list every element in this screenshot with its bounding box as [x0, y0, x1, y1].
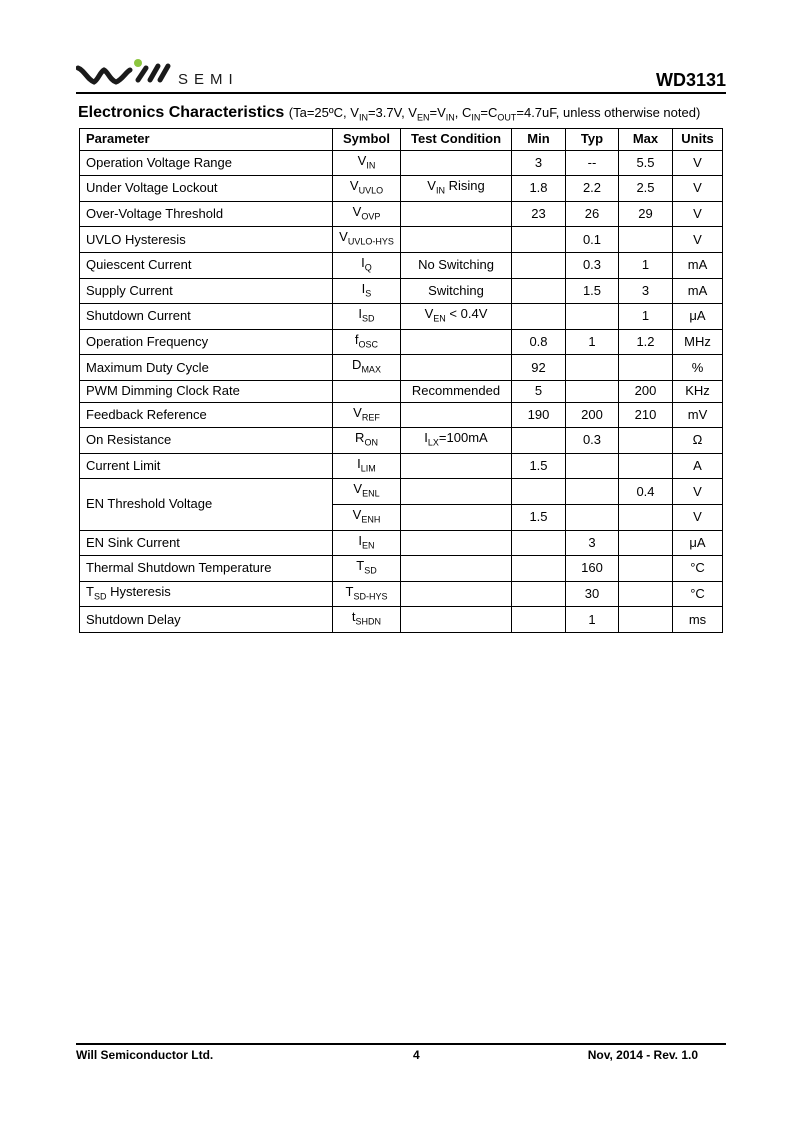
parameter-cell: [80, 278, 333, 304]
min-cell: [512, 227, 566, 253]
text-part: f: [354, 331, 359, 347]
symbol-cell: [333, 504, 401, 530]
test-condition-cell: [401, 402, 512, 428]
subscript: SD-HYS: [353, 591, 388, 602]
parameter-cell: [80, 380, 333, 402]
parameter-cell: [80, 329, 333, 355]
min-cell: [512, 530, 566, 556]
table-row: [80, 380, 723, 402]
subscript: LX: [427, 437, 439, 448]
table-row: [80, 479, 723, 505]
parameter-cell: [80, 479, 333, 530]
test-condition-cell: [401, 227, 512, 253]
symbol-cell: [333, 355, 401, 381]
subscript: EN: [416, 112, 430, 123]
revision-info: Nov, 2014 - Rev. 1.0: [587, 1048, 698, 1062]
page-header: [76, 58, 726, 94]
min-cell: 190: [512, 402, 566, 428]
symbol-cell: [333, 479, 401, 505]
text-part: I: [358, 306, 363, 322]
text-part: V: [427, 178, 436, 194]
text-part: t: [351, 609, 356, 625]
typ-cell: [566, 479, 619, 505]
subscript: OSC: [358, 339, 379, 350]
table-row: [80, 607, 723, 633]
table-row: [80, 428, 723, 454]
parameter-cell: [80, 252, 333, 278]
subscript: MAX: [361, 364, 381, 375]
text-part: Thermal Shutdown Temperature: [86, 560, 272, 576]
text-part: Quiescent Current: [86, 257, 192, 273]
units-cell: ms: [673, 607, 723, 633]
text-part: =V: [429, 105, 446, 120]
column-header: Test Condition: [401, 129, 512, 151]
table-row: [80, 581, 723, 607]
subscript: IN: [366, 160, 376, 171]
test-condition-cell: [401, 581, 512, 607]
column-header: Units: [673, 129, 723, 151]
text-part: PWM Dimming Clock Rate: [86, 383, 240, 399]
typ-cell: 200: [566, 402, 619, 428]
test-condition-cell: [401, 504, 512, 530]
units-cell: μA: [673, 530, 723, 556]
table-body: [80, 150, 723, 632]
parameter-cell: [80, 355, 333, 381]
table-row: [80, 278, 723, 304]
text-part: Under Voltage Lockout: [86, 180, 218, 196]
text-part: Operation Voltage Range: [86, 154, 232, 170]
min-cell: [512, 479, 566, 505]
max-cell: 2.5: [619, 176, 673, 202]
typ-cell: 1: [566, 607, 619, 633]
min-cell: 1.5: [512, 453, 566, 479]
parameter-cell: [80, 581, 333, 607]
units-cell: V: [673, 479, 723, 505]
test-condition-cell: [401, 278, 512, 304]
text-part: Operation Frequency: [86, 334, 209, 350]
typ-cell: 3: [566, 530, 619, 556]
subscript: Q: [364, 262, 372, 273]
text-part: Feedback Reference: [86, 406, 207, 422]
units-cell: A: [673, 453, 723, 479]
min-cell: [512, 252, 566, 278]
table-row: [80, 453, 723, 479]
document-id: WD3131: [655, 70, 726, 90]
min-cell: [512, 556, 566, 582]
table-row: [80, 530, 723, 556]
text-part: Shutdown Delay: [86, 611, 181, 627]
symbol-cell: [333, 380, 401, 402]
symbol-cell: [333, 227, 401, 253]
max-cell: [619, 504, 673, 530]
test-condition-cell: [401, 355, 512, 381]
header-rule: [76, 92, 726, 94]
brand-word: SEMI: [178, 71, 239, 88]
typ-cell: 26: [566, 201, 619, 227]
min-cell: 23: [512, 201, 566, 227]
parameter-cell: [80, 530, 333, 556]
subscript: REF: [361, 412, 380, 423]
symbol-cell: [333, 581, 401, 607]
test-condition-cell: [401, 304, 512, 330]
typ-cell: [566, 504, 619, 530]
units-cell: mA: [673, 252, 723, 278]
typ-cell: [566, 453, 619, 479]
parameter-cell: [80, 176, 333, 202]
text-part: V: [357, 152, 367, 168]
test-condition-cell: [401, 428, 512, 454]
symbol-cell: [333, 201, 401, 227]
test-condition-cell: [401, 453, 512, 479]
max-cell: 210: [619, 402, 673, 428]
subscript: LIM: [360, 463, 376, 474]
subscript: OUT: [497, 112, 517, 123]
text-part: T: [345, 583, 354, 599]
units-cell: mA: [673, 278, 723, 304]
text-part: V: [353, 481, 363, 497]
symbol-cell: [333, 304, 401, 330]
table-row: [80, 252, 723, 278]
table-header-row: [80, 129, 723, 151]
text-part: V: [424, 306, 434, 322]
parameter-cell: [80, 556, 333, 582]
min-cell: 1.8: [512, 176, 566, 202]
test-condition-cell: [401, 380, 512, 402]
max-cell: 5.5: [619, 150, 673, 176]
text-part: , C: [454, 105, 472, 120]
subscript: SHDN: [355, 616, 382, 627]
symbol-cell: [333, 278, 401, 304]
column-header: Typ: [566, 129, 619, 151]
test-condition-cell: [401, 150, 512, 176]
typ-cell: 2.2: [566, 176, 619, 202]
test-condition-cell: [401, 607, 512, 633]
subscript: OVP: [361, 211, 381, 222]
units-cell: μA: [673, 304, 723, 330]
test-condition-cell: [401, 556, 512, 582]
text-part: V: [349, 178, 359, 194]
subscript: ENH: [361, 514, 381, 525]
column-header: Symbol: [333, 129, 401, 151]
table-row: [80, 201, 723, 227]
text-part: I: [361, 254, 365, 270]
max-cell: 1: [619, 252, 673, 278]
section-heading: [78, 104, 700, 123]
text-part: Current Limit: [86, 458, 161, 474]
text-part: T: [86, 583, 94, 599]
typ-cell: --: [566, 150, 619, 176]
table-row: [80, 329, 723, 355]
text-part: Over-Voltage Threshold: [86, 206, 224, 222]
max-cell: 1: [619, 304, 673, 330]
min-cell: [512, 581, 566, 607]
parameter-cell: [80, 428, 333, 454]
symbol-cell: [333, 176, 401, 202]
typ-cell: [566, 355, 619, 381]
table-row: [80, 556, 723, 582]
symbol-cell: [333, 329, 401, 355]
text-part: Hysteresis: [106, 583, 171, 599]
max-cell: [619, 556, 673, 582]
subscript: EN: [362, 540, 375, 551]
column-header: Parameter: [80, 129, 333, 151]
text-part: V: [352, 506, 362, 522]
units-cell: V: [673, 504, 723, 530]
text-part: =100mA: [438, 430, 488, 446]
subscript: IN: [358, 112, 368, 123]
text-part: I: [361, 280, 366, 296]
max-cell: 0.4: [619, 479, 673, 505]
company-name: Will Semiconductor Ltd.: [76, 1048, 214, 1062]
typ-cell: 0.3: [566, 428, 619, 454]
max-cell: 1.2: [619, 329, 673, 355]
parameter-cell: [80, 453, 333, 479]
symbol-cell: [333, 556, 401, 582]
subscript: UVLO-HYS: [347, 236, 394, 247]
text-part: EN Sink Current: [86, 534, 180, 550]
symbol-cell: [333, 453, 401, 479]
typ-cell: 0.1: [566, 227, 619, 253]
units-cell: V: [673, 150, 723, 176]
text-part: D: [352, 357, 362, 373]
text-part: T: [356, 558, 365, 574]
test-conditions: [288, 105, 701, 123]
units-cell: V: [673, 176, 723, 202]
text-part: UVLO Hysteresis: [86, 231, 186, 247]
max-cell: [619, 581, 673, 607]
test-condition-cell: [401, 329, 512, 355]
subscript: SD: [364, 565, 377, 576]
subscript: IN: [435, 185, 445, 196]
table-row: [80, 402, 723, 428]
parameter-cell: [80, 304, 333, 330]
text-part: Rising: [444, 178, 485, 194]
table-row: [80, 227, 723, 253]
units-cell: KHz: [673, 380, 723, 402]
subscript: EN: [433, 313, 446, 324]
text-part: Shutdown Current: [86, 308, 191, 324]
symbol-cell: [333, 428, 401, 454]
column-header: Min: [512, 129, 566, 151]
symbol-cell: [333, 607, 401, 633]
test-condition-cell: [401, 479, 512, 505]
min-cell: 0.8: [512, 329, 566, 355]
parameter-cell: [80, 150, 333, 176]
subscript: SD: [93, 591, 107, 602]
table-row: [80, 355, 723, 381]
units-cell: V: [673, 227, 723, 253]
section-title: Electronics Characteristics: [78, 104, 285, 121]
symbol-cell: [333, 150, 401, 176]
typ-cell: 160: [566, 556, 619, 582]
text-part: R: [355, 430, 365, 446]
min-cell: [512, 428, 566, 454]
text-part: I: [357, 455, 361, 471]
text-part: No Switching: [418, 257, 494, 273]
subscript: IN: [471, 112, 481, 123]
max-cell: [619, 607, 673, 633]
text-part: V: [352, 203, 362, 219]
subscript: ENL: [362, 488, 380, 499]
symbol-cell: [333, 252, 401, 278]
typ-cell: [566, 304, 619, 330]
text-part: =3.7V, V: [367, 105, 417, 120]
text-part: Switching: [428, 282, 484, 298]
test-condition-cell: [401, 252, 512, 278]
text-part: V: [353, 404, 362, 420]
text-part: =4.7uF, unless otherwise noted): [516, 105, 701, 120]
text-part: Supply Current: [86, 282, 173, 298]
text-part: I: [424, 430, 428, 446]
parameter-cell: [80, 201, 333, 227]
units-cell: %: [673, 355, 723, 381]
column-header: Max: [619, 129, 673, 151]
subscript: UVLO: [358, 185, 384, 196]
typ-cell: 1: [566, 329, 619, 355]
test-condition-cell: [401, 176, 512, 202]
units-cell: MHz: [673, 329, 723, 355]
text-part: =C: [480, 105, 498, 120]
min-cell: 3: [512, 150, 566, 176]
units-cell: °C: [673, 556, 723, 582]
subscript: SD: [362, 313, 375, 324]
text-part: (Ta=25ºC, V: [288, 105, 359, 120]
min-cell: [512, 607, 566, 633]
symbol-cell: [333, 402, 401, 428]
max-cell: 3: [619, 278, 673, 304]
typ-cell: 30: [566, 581, 619, 607]
page-number: 4: [413, 1048, 420, 1062]
units-cell: °C: [673, 581, 723, 607]
will-semi-logo: [76, 58, 276, 92]
max-cell: 200: [619, 380, 673, 402]
text-part: < 0.4V: [445, 306, 488, 322]
page-footer: [76, 1048, 726, 1064]
test-condition-cell: [401, 201, 512, 227]
max-cell: [619, 428, 673, 454]
min-cell: [512, 304, 566, 330]
max-cell: [619, 355, 673, 381]
max-cell: [619, 530, 673, 556]
test-condition-cell: [401, 530, 512, 556]
table-row: [80, 150, 723, 176]
typ-cell: 1.5: [566, 278, 619, 304]
units-cell: Ω: [673, 428, 723, 454]
text-part: I: [358, 532, 363, 548]
max-cell: [619, 227, 673, 253]
typ-cell: [566, 380, 619, 402]
table-row: [80, 176, 723, 202]
max-cell: [619, 453, 673, 479]
table-row: [80, 304, 723, 330]
max-cell: 29: [619, 201, 673, 227]
subscript: S: [365, 288, 372, 299]
text-part: On Resistance: [86, 432, 172, 448]
parameter-cell: [80, 607, 333, 633]
text-part: V: [339, 229, 348, 245]
min-cell: 92: [512, 355, 566, 381]
min-cell: 1.5: [512, 504, 566, 530]
parameter-cell: [80, 227, 333, 253]
text-part: Maximum Duty Cycle: [86, 359, 209, 375]
parameter-cell: [80, 402, 333, 428]
subscript: IN: [445, 112, 455, 123]
text-part: EN Threshold Voltage: [86, 496, 213, 512]
subscript: ON: [364, 437, 378, 448]
symbol-cell: [333, 530, 401, 556]
min-cell: 5: [512, 380, 566, 402]
typ-cell: 0.3: [566, 252, 619, 278]
units-cell: V: [673, 201, 723, 227]
text-part: Recommended: [411, 383, 501, 399]
min-cell: [512, 278, 566, 304]
footer-rule: [76, 1043, 726, 1045]
electrical-characteristics-table: [79, 128, 723, 633]
units-cell: mV: [673, 402, 723, 428]
